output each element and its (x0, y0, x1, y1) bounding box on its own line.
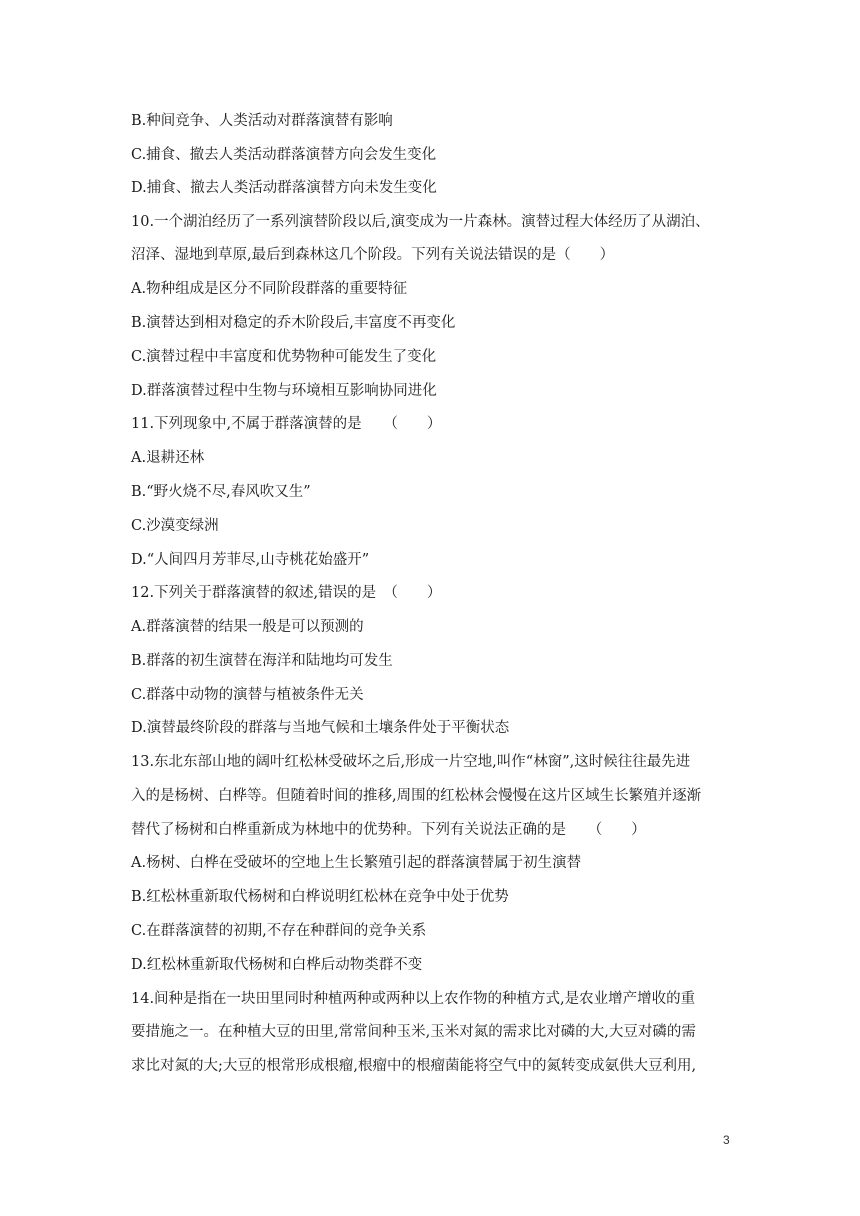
option-13b: B.红松林重新取代杨树和白桦说明红松林在竞争中处于优势 (131, 889, 509, 905)
option-9b: B.种间竞争、人类活动对群落演替有影响 (131, 113, 393, 129)
option-10d: D.群落演替过程中生物与环境相互影响协同进化 (131, 383, 437, 399)
option-11c: C.沙漠变绿洲 (131, 518, 219, 534)
question-13-line-1: 13.东北东部山地的阔叶红松林受破坏之后,形成一片空地,叫作“林窗”,这时候往往最先进 (131, 754, 691, 770)
option-11a: A.退耕还林 (131, 450, 205, 466)
option-11d: D.“人间四月芳菲尽,山寺桃花始盛开” (131, 552, 370, 568)
question-14-line-1: 14.间种是指在一块田里同时种植两种或两种以上农作物的种植方式,是农业增产增收的重 (131, 991, 696, 1007)
option-10c: C.演替过程中丰富度和优势物种可能发生了变化 (131, 349, 437, 365)
option-11b: B.“野火烧不尽,春风吹又生” (131, 484, 311, 500)
option-9c: C.捕食、撤去人类活动群落演替方向会发生变化 (131, 147, 437, 163)
question-14-line-3: 求比对氮的大;大豆的根常形成根瘤,根瘤中的根瘤菌能将空气中的氮转变成氨供大豆利用, (131, 1058, 697, 1074)
question-12: 12.下列关于群落演替的叙述,错误的是 （ ） (131, 585, 442, 601)
question-11: 11.下列现象中,不属于群落演替的是 （ ） (131, 416, 442, 432)
question-10-line-2: 沼泽、湿地到草原,最后到森林这几个阶段。下列有关说法错误的是（ ） (131, 247, 615, 263)
option-13d: D.红松林重新取代杨树和白桦后动物类群不变 (131, 957, 423, 973)
option-10a: A.物种组成是区分不同阶段群落的重要特征 (131, 281, 408, 297)
option-12a: A.群落演替的结果一般是可以预测的 (131, 619, 364, 635)
question-13-line-3: 替代了杨树和白桦重新成为林地中的优势种。下列有关说法正确的是 （ ） (131, 822, 646, 838)
page-number: 3 (723, 1133, 730, 1147)
question-10-line-1: 10.一个湖泊经历了一系列演替阶段以后,演变成为一片森林。演替过程大体经历了从湖泊、 (131, 214, 710, 230)
option-12b: B.群落的初生演替在海洋和陆地均可发生 (131, 653, 393, 669)
option-13c: C.在群落演替的初期,不存在种群间的竞争关系 (131, 923, 427, 939)
question-13-line-2: 入的是杨树、白桦等。但随着时间的推移,周围的红松林会慢慢在这片区域生长繁殖并逐渐 (131, 788, 702, 804)
question-14-line-2: 要措施之一。在种植大豆的田里,常常间种玉米,玉米对氮的需求比对磷的大,大豆对磷的需 (131, 1024, 696, 1040)
option-13a: A.杨树、白桦在受破坏的空地上生长繁殖引起的群落演替属于初生演替 (131, 855, 582, 871)
option-12d: D.演替最终阶段的群落与当地气候和土壤条件处于平衡状态 (131, 720, 510, 736)
option-10b: B.演替达到相对稳定的乔木阶段后,丰富度不再变化 (131, 315, 456, 331)
option-9d: D.捕食、撤去人类活动群落演替方向未发生变化 (131, 180, 437, 196)
option-12c: C.群落中动物的演替与植被条件无关 (131, 687, 364, 703)
